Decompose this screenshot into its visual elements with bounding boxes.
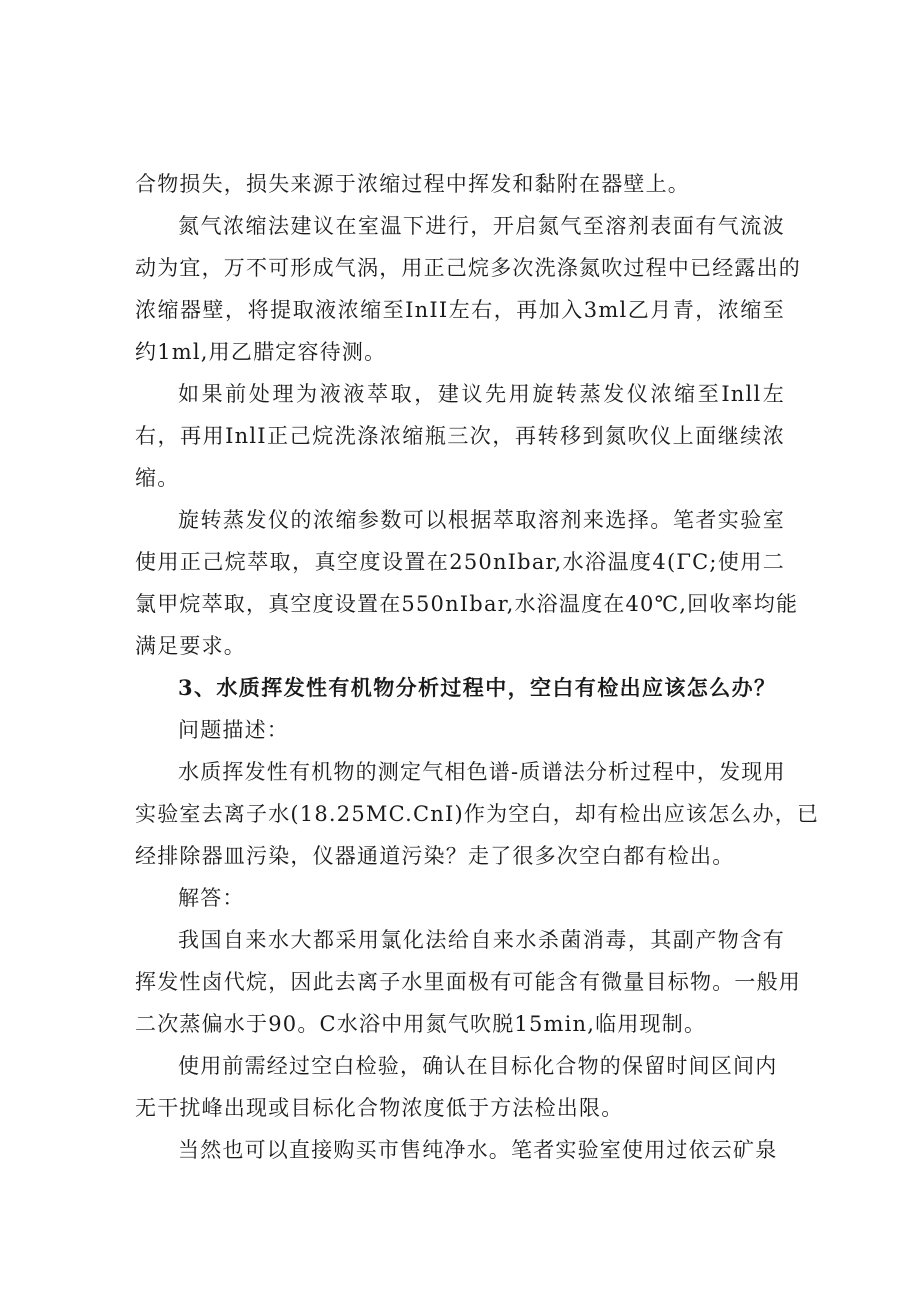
paragraph-line: 使用前需经过空白检验，确认在目标化合物的保留时间区间内 bbox=[178, 1054, 778, 1078]
paragraph-line: 氯甲烷萃取，真空度设置在550nIbar,水浴温度在40℃,回收率均能 bbox=[135, 592, 799, 616]
paragraph-line: 如果前处理为液液萃取，建议先用旋转蒸发仪浓缩至Inll左 bbox=[178, 382, 785, 406]
paragraph-line: 约1ml,用乙腊定容待测。 bbox=[135, 340, 387, 364]
paragraph-line: 缩。 bbox=[135, 466, 180, 490]
paragraph-line: 氮气浓缩法建议在室温下进行，开启氮气至溶剂表面有气流波 bbox=[178, 214, 785, 238]
paragraph-line: 水质挥发性有机物的测定气相色谱-质谱法分析过程中，发现用 bbox=[178, 760, 786, 784]
paragraph-line: 旋转蒸发仪的浓缩参数可以根据萃取溶剂来选择。笔者实验室 bbox=[178, 508, 785, 532]
paragraph-line: 使用正己烷萃取，真空度设置在250nIbar,水浴温度4(ΓC;使用二 bbox=[135, 550, 785, 574]
paragraph-line: 右，再用InlI正己烷洗涤浓缩瓶三次，再转移到氮吹仪上面继续浓 bbox=[135, 424, 785, 448]
paragraph-line: 当然也可以直接购买市售纯净水。笔者实验室使用过依云矿泉 bbox=[178, 1138, 778, 1162]
subheading-answer: 解答： bbox=[178, 886, 245, 910]
paragraph-line: 二次蒸偏水于90。C水浴中用氮气吹脱15min,临用现制。 bbox=[135, 1012, 707, 1036]
paragraph-line: 我国自来水大都采用氯化法给自来水杀菌消毒，其副产物含有 bbox=[178, 928, 785, 952]
paragraph-line: 挥发性卤代烷，因此去离子水里面极有可能含有微量目标物。一般用 bbox=[135, 970, 801, 994]
paragraph-line: 满足要求。 bbox=[135, 634, 246, 658]
subheading-question: 问题描述： bbox=[178, 718, 289, 742]
paragraph-line: 经排除器皿污染，仪器通道污染？走了很多次空白都有检出。 bbox=[135, 844, 735, 868]
paragraph-line: 动为宜，万不可形成气涡，用正己烷多次洗涤氮吹过程中已经露出的 bbox=[135, 256, 801, 280]
paragraph-line: 实验室去离子水(18.25MC.CnI)作为空白，却有检出应该怎么办，已 bbox=[135, 802, 820, 826]
paragraph-line: 无干扰峰出现或目标化合物浓度低于方法检出限。 bbox=[135, 1096, 624, 1120]
paragraph-line: 合物损失，损失来源于浓缩过程中挥发和黏附在器壁上。 bbox=[135, 172, 690, 196]
section-heading: 3、水质挥发性有机物分析过程中，空白有检出应该怎么办？ bbox=[178, 675, 777, 700]
paragraph-line: 浓缩器壁，将提取液浓缩至InII左右，再加入3ml乙月青，浓缩至 bbox=[135, 298, 785, 322]
